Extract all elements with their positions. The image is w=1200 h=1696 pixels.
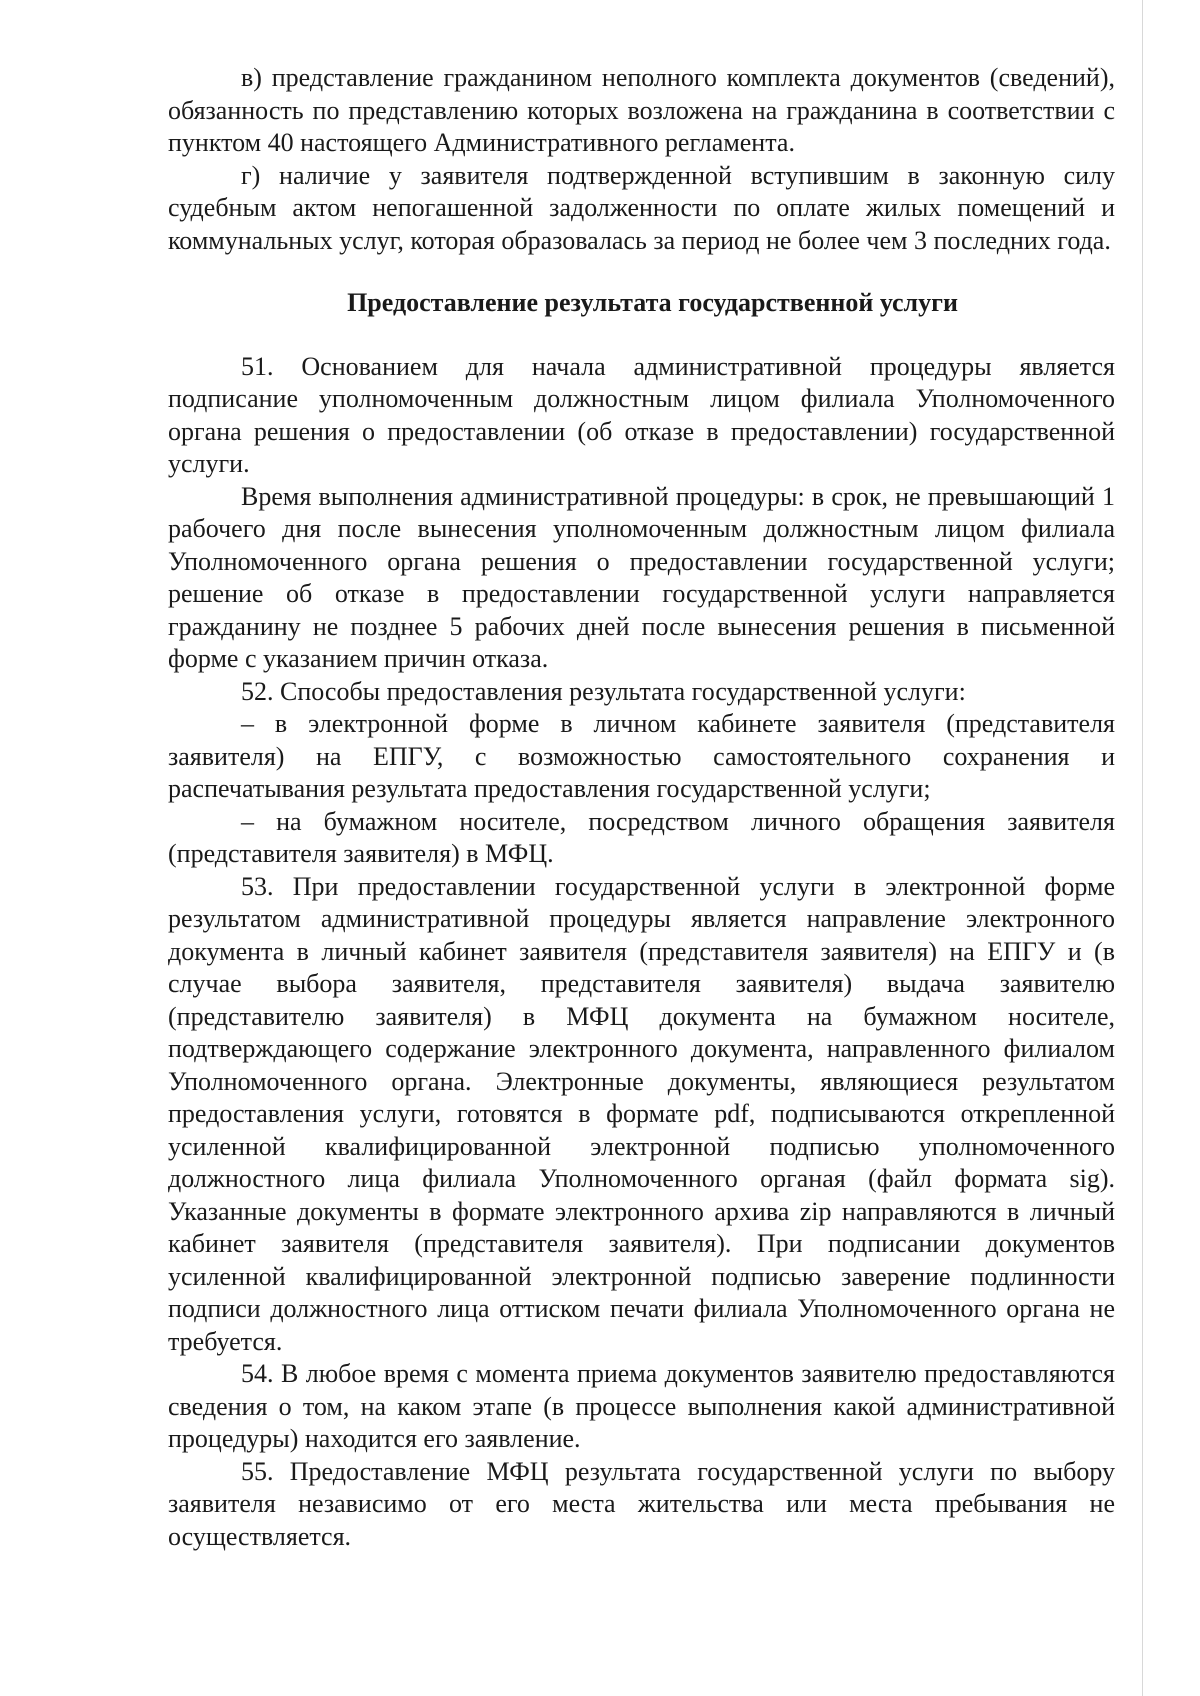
section-heading: Предоставление результата государственной услуги (347, 288, 958, 317)
paragraph-51: 51. Основанием для начала административной процедуры является подписание уполномоченным должностным лицом филиала Уполномоченного органа решения о предоставлении (об отказе в предоставлении) государственной услуги. (168, 351, 1115, 478)
list-item-electronic: – в электронной форме в личном кабинете заявителя (представителя заявителя) на ЕПГУ, с возможностью самостоятельного сохранения и распечатывания результата предоставления государственной услуги; (168, 709, 1115, 803)
document-body (168, 62, 1115, 1553)
paragraph-52: 52. Способы предоставления результата государственной услуги: (241, 676, 966, 706)
paragraph-55: 55. Предоставление МФЦ результата государственной услуги по выбору заявителя независимо от его места жительства или места пребывания не осуществляется. (168, 1456, 1115, 1551)
list-item-paper: – на бумажном носителе, посредством личного обращения заявителя (представителя заявителя) в МФЦ. (168, 806, 1115, 868)
paragraph-54: 54. В любое время с момента приема документов заявителю предоставляются сведения о том, на каком этапе (в процессе выполнения какой административной процедуры) находится его заявление. (168, 1359, 1115, 1453)
paragraph-53: 53. При предоставлении государственной услуги в электронной форме результатом административной процедуры является направление электронного документа в личный кабинет заявителя (представителя заявителя) на ЕПГУ и (в случае выбора заявителя, представителя заявителя) выдача заявителю (представителю заявителя) в МФЦ документа на бумажном носителе, подтверждающего содержание электронного документа, направленного филиалом Уполномоченного органа. Электронные документы, являющиеся результатом предоставления услуги, готовятся в формате pdf, подписываются открепленной усиленной квалифицированной электронной подписью уполномоченного должностного лица филиала Уполномоченного органая (файл формата sig). Указанные документы в формате электронного архива zip направляются в личный кабинет заявителя (представителя заявителя). При подписании документов усиленной квалифицированной электронной подписью заверение подлинности подписи должностного лица оттиском печати филиала Уполномоченного органа не требуется. (168, 871, 1115, 1356)
paragraph-time: Время выполнения административной процедуры: в срок, не превышающий 1 рабочего дня после вынесения уполномоченным должностным лицом филиала Уполномоченного органа решения о предоставлении государственной услуги; решение об отказе в предоставлении государственной услуги направляется гражданину не позднее 5 рабочих дней после вынесения решения в письменной форме с указанием причин отказа. (168, 481, 1115, 673)
paragraph-g: г) наличие у заявителя подтвержденной вступившим в законную силу судебным актом непогашенной задолженности по оплате жилых помещений и коммунальных услуг, которая образовалась за период не более чем 3 последних года. (168, 160, 1115, 255)
paragraph-v: в) представление гражданином неполного комплекта документов (сведений), обязанность по представлению которых возложена на гражданина в соответствии с пунктом 40 настоящего Административного регламента. (168, 63, 1115, 157)
page-edge-line (1142, 0, 1143, 1696)
